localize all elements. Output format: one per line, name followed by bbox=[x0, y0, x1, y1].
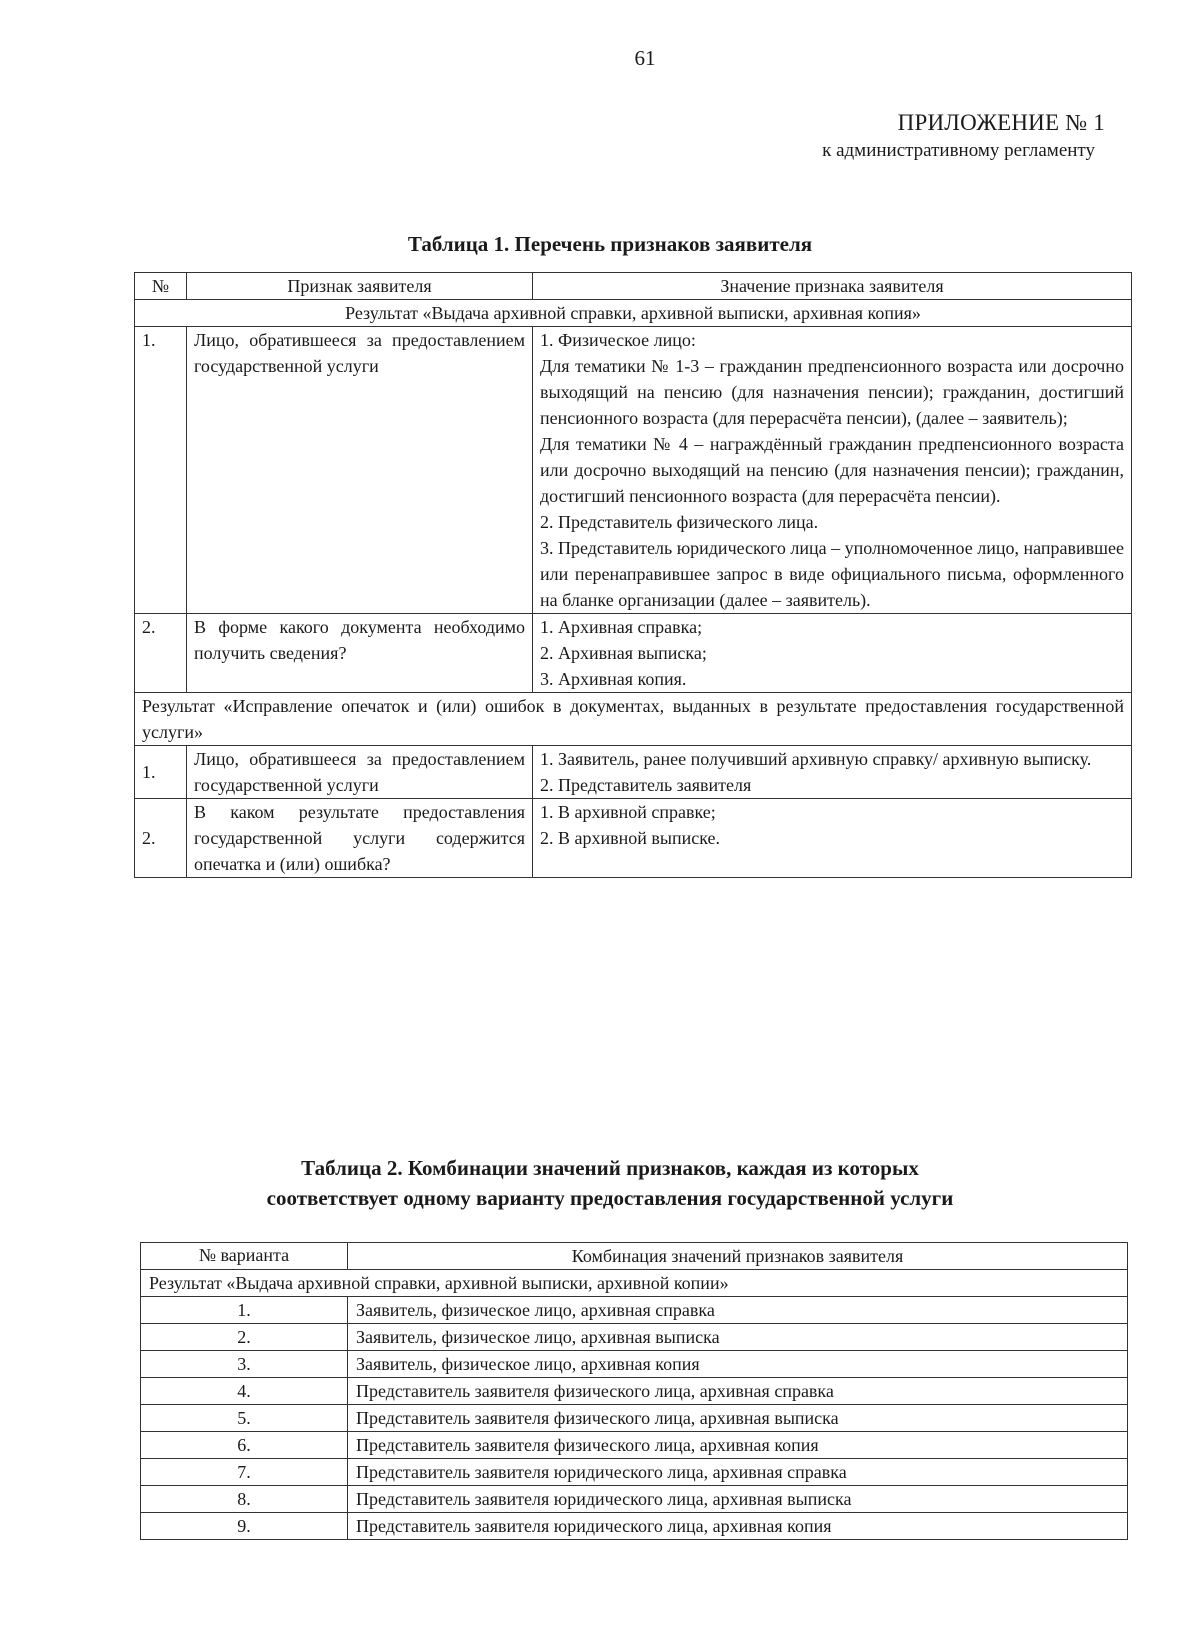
table-row bbox=[141, 1324, 1128, 1351]
variant-text: Представитель заявителя юридического лица, архивная выписка bbox=[348, 1486, 1128, 1513]
value-item: 2. Архивная выписка; bbox=[540, 643, 707, 663]
row-values bbox=[533, 327, 1132, 614]
row-number: 1. bbox=[135, 327, 187, 614]
table-row bbox=[141, 1459, 1128, 1486]
value-item: 1. В архивной справке; bbox=[540, 802, 716, 822]
variant-text: Представитель заявителя юридического лица, архивная справка bbox=[348, 1459, 1128, 1486]
row-number: 2. bbox=[135, 799, 187, 878]
table-row bbox=[141, 1513, 1128, 1540]
value-item: 3. Представитель юридического лица – уполномоченное лицо, направившее или перенаправившее запрос в виде официального письма, оформленного на бланке организации (далее – заявитель). bbox=[540, 538, 1124, 610]
header-value: Значение признака заявителя bbox=[533, 273, 1132, 300]
variant-text: Представитель заявителя физического лица, архивная справка bbox=[348, 1378, 1128, 1405]
row-number: 1. bbox=[135, 746, 187, 799]
row-values bbox=[533, 746, 1132, 799]
variant-number: 4. bbox=[141, 1378, 348, 1405]
variant-number: 8. bbox=[141, 1486, 348, 1513]
table2-caption bbox=[0, 1153, 1200, 1213]
row-values bbox=[533, 799, 1132, 878]
row-feature: В каком результате предоставления государственной услуги содержится опечатка и (или) ошибка? bbox=[187, 799, 533, 878]
section-row bbox=[141, 1270, 1128, 1297]
table-row bbox=[141, 1351, 1128, 1378]
table-row bbox=[135, 614, 1132, 693]
page-number: 61 bbox=[634, 46, 656, 70]
variant-combinations-table bbox=[140, 1242, 1128, 1540]
section-title: Результат «Выдача архивной справки, архивной выписки, архивная копия» bbox=[135, 300, 1132, 327]
variant-number: 6. bbox=[141, 1432, 348, 1459]
section-title: Результат «Выдача архивной справки, архивной выписки, архивной копии» bbox=[141, 1270, 1128, 1297]
variant-number: 2. bbox=[141, 1324, 348, 1351]
applicant-features-table bbox=[134, 272, 1132, 878]
header-number: № bbox=[135, 273, 187, 300]
table-row bbox=[135, 327, 1132, 614]
value-item: 2. В архивной выписке. bbox=[540, 828, 721, 848]
section-row bbox=[135, 693, 1132, 746]
value-item: 1. Физическое лицо: bbox=[540, 330, 696, 350]
table-row bbox=[135, 799, 1132, 878]
value-item: 2. Представитель заявителя bbox=[540, 775, 752, 795]
header-feature: Признак заявителя bbox=[187, 273, 533, 300]
variant-number: 5. bbox=[141, 1405, 348, 1432]
header-combination: Комбинация значений признаков заявителя bbox=[348, 1243, 1128, 1270]
table-row bbox=[141, 1297, 1128, 1324]
table-row bbox=[135, 746, 1132, 799]
value-item: 1. Заявитель, ранее получивший архивную справку/ архивную выписку. bbox=[540, 749, 1092, 769]
table-header-row bbox=[141, 1243, 1128, 1270]
header-variant-number: № варианта bbox=[141, 1243, 348, 1270]
row-feature: Лицо, обратившееся за предоставлением государственной услуги bbox=[187, 327, 533, 614]
row-values bbox=[533, 614, 1132, 693]
table-row bbox=[141, 1432, 1128, 1459]
value-item: Для тематики № 4 – награждённый гражданин предпенсионного возраста или досрочно выходящий на пенсию (для назначения пенсии); гражданин, достигший пенсионного возраста (для перерасчёта пенсии). bbox=[540, 434, 1124, 506]
variant-text: Заявитель, физическое лицо, архивная выписка bbox=[348, 1324, 1128, 1351]
table2-caption-line2: соответствует одному варианту предоставления государственной услуги bbox=[266, 1186, 954, 1210]
variant-text: Представитель заявителя физического лица, архивная выписка bbox=[348, 1405, 1128, 1432]
variant-text: Заявитель, физическое лицо, архивная справка bbox=[348, 1297, 1128, 1324]
table1-caption: Таблица 1. Перечень признаков заявителя bbox=[407, 232, 813, 256]
section-row bbox=[135, 300, 1132, 327]
value-item: 3. Архивная копия. bbox=[540, 669, 687, 689]
variant-number: 3. bbox=[141, 1351, 348, 1378]
section-title: Результат «Исправление опечаток и (или) ошибок в документах, выданных в результате предоставления государственной услуги» bbox=[135, 693, 1132, 746]
row-number: 2. bbox=[135, 614, 187, 693]
table-row bbox=[141, 1405, 1128, 1432]
table-header-row bbox=[135, 273, 1132, 300]
value-item: 1. Архивная справка; bbox=[540, 617, 703, 637]
table-row bbox=[141, 1486, 1128, 1513]
value-item: 2. Представитель физического лица. bbox=[540, 512, 819, 532]
variant-text: Представитель заявителя юридического лица, архивная копия bbox=[348, 1513, 1128, 1540]
variant-number: 7. bbox=[141, 1459, 348, 1486]
variant-text: Представитель заявителя физического лица, архивная копия bbox=[348, 1432, 1128, 1459]
appendix-header bbox=[107, 110, 1105, 162]
variant-number: 9. bbox=[141, 1513, 348, 1540]
value-item: Для тематики № 1-3 – гражданин предпенсионного возраста или досрочно выходящий на пенсию (для назначения пенсии); гражданин, достигший пенсионного возраста (для перерасчёта пенсии), (далее – заявитель); bbox=[540, 356, 1124, 428]
variant-number: 1. bbox=[141, 1297, 348, 1324]
table-row bbox=[141, 1378, 1128, 1405]
row-feature: В форме какого документа необходимо получить сведения? bbox=[187, 614, 533, 693]
variant-text: Заявитель, физическое лицо, архивная копия bbox=[348, 1351, 1128, 1378]
table2-caption-line1: Таблица 2. Комбинации значений признаков, каждая из которых bbox=[301, 1156, 919, 1180]
appendix-subtitle: к административному регламенту bbox=[822, 140, 1095, 161]
row-feature: Лицо, обратившееся за предоставлением государственной услуги bbox=[187, 746, 533, 799]
appendix-title: ПРИЛОЖЕНИЕ № 1 bbox=[897, 110, 1105, 135]
